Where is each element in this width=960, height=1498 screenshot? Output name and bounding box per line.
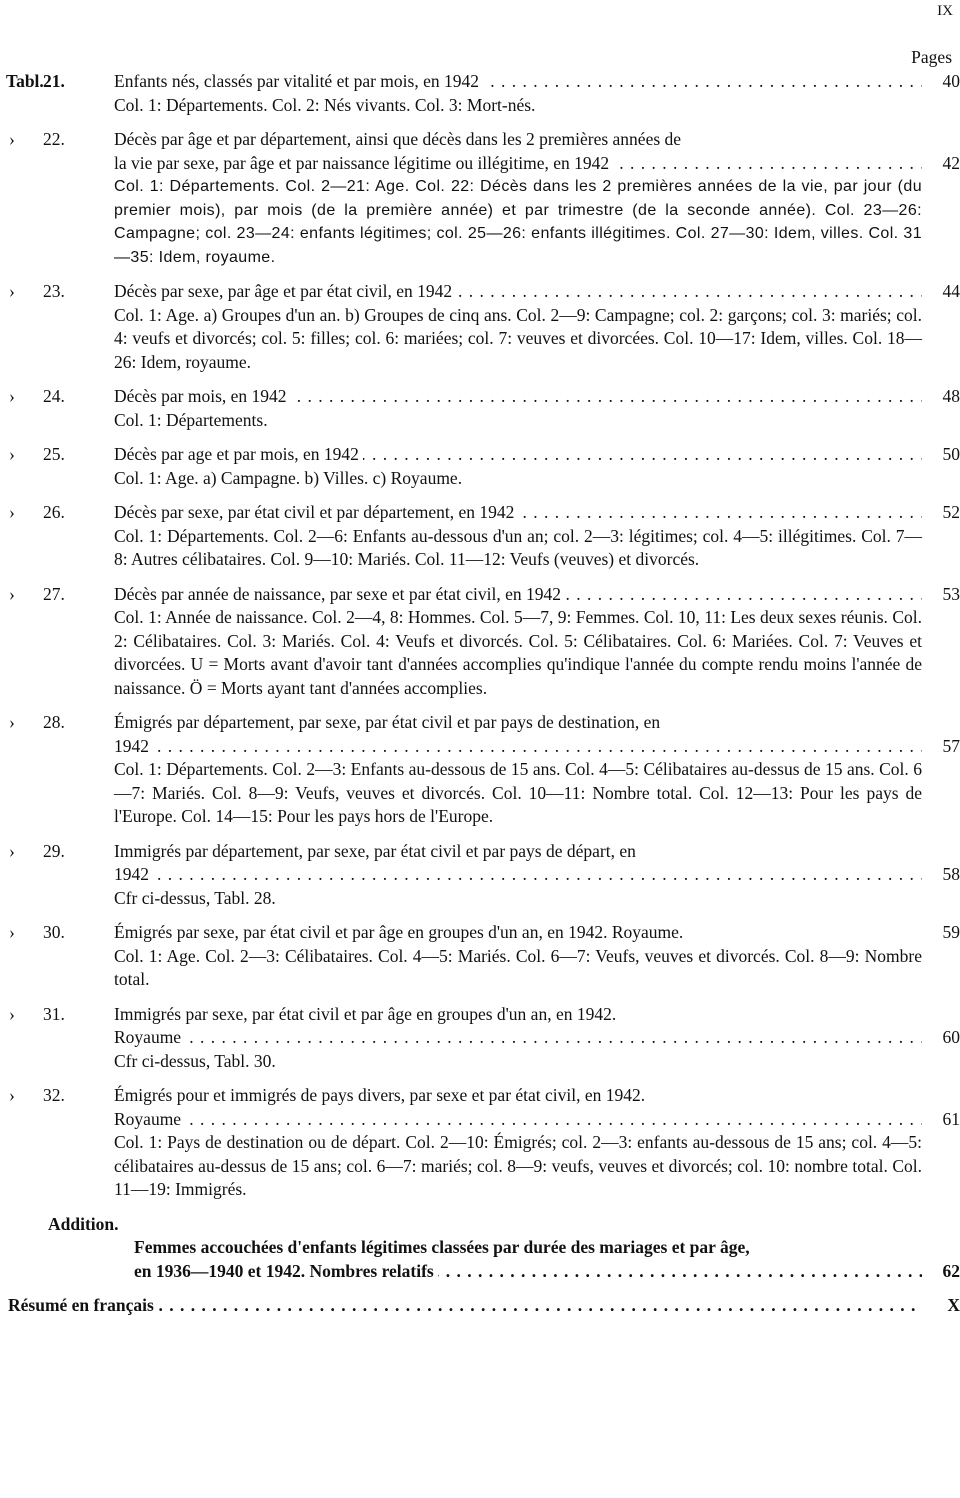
toc-entry bbox=[0, 128, 960, 269]
resume-entry bbox=[0, 1294, 960, 1318]
entry-page: 48 bbox=[942, 386, 960, 406]
entry-label bbox=[0, 583, 112, 607]
entry-number: 29. bbox=[43, 840, 65, 861]
toc-entry bbox=[0, 1084, 960, 1202]
ditto-mark: › bbox=[9, 1003, 15, 1024]
toc-entry bbox=[0, 70, 960, 117]
toc-entry bbox=[0, 1003, 960, 1074]
entry-title-head: Immigrés par département, par sexe, par état civil et par pays de départ, en bbox=[114, 840, 636, 861]
page-number: IX bbox=[937, 3, 953, 19]
entry-columns: Col. 1: Départements. Col. 2: Nés vivants. Col. 3: Mort-nés. bbox=[114, 94, 536, 115]
entry-columns: Col. 1: Départements. Col. 2—3: Enfants au-dessous de 15 ans. Col. 4—5: Célibataires au-dessus de 15 ans. Col. 6—7: Mariés. Col. 8—9: Veufs, veuves et divorcés. Col. 10—11: Nombre total. Col. 12—13: Pour les pays de l'Europe. Col. 14—15: Pour les pays hors de l'Europe. bbox=[114, 759, 922, 826]
entry-label bbox=[0, 711, 112, 735]
entry-number: 21. bbox=[43, 71, 65, 91]
addition-entry bbox=[0, 1236, 960, 1283]
toc-entry bbox=[0, 711, 960, 829]
addition-title: en 1936—1940 et 1942. Nombres relatifs . . . bbox=[134, 1260, 922, 1284]
entry-page: 44 bbox=[942, 281, 960, 301]
entry-title: la vie par sexe, par âge et par naissance légitime ou illégitime, en 1942 . . . bbox=[114, 152, 922, 176]
entry-title: 1942 . . . bbox=[114, 735, 922, 759]
entry-columns: Col. 1: Départements. Col. 2—6: Enfants au-dessous d'un an; col. 2—3: légitimes; col. 4—5: illégitimes. Col. 7—8: Autres célibataires. Col. 9—10: Mariés. Col. 11—12: Veufs (veuves) et divorcés. bbox=[114, 525, 922, 569]
entry-title-head: Immigrés par sexe, par état civil et par âge en groupes d'un an, en 1942. bbox=[114, 1003, 617, 1024]
addition-title-head: Femmes accouchées d'enfants légitimes classées par durée des mariages et par âge, bbox=[134, 1237, 750, 1257]
entry-label bbox=[0, 128, 112, 152]
toc-entry bbox=[0, 280, 960, 374]
entry-label bbox=[0, 1084, 112, 1108]
pages-column-header: Pages bbox=[911, 47, 952, 67]
entry-number: 30. bbox=[43, 922, 65, 942]
ditto-mark: › bbox=[9, 281, 15, 301]
entry-title: Royaume . . . bbox=[114, 1026, 922, 1050]
entry-number: 27. bbox=[43, 583, 65, 604]
entry-page: 60 bbox=[942, 1027, 960, 1047]
entry-columns: Col. 1: Départements. Col. 2—21: Age. Col. 22: Décès dans les 2 premières années de la vie, par jour (du premier mois), par mois (de la première année) et par trimestre (de la seconde année). Col. 23—26: Campagne; col. 23—24: enfants légitimes; col. 25—26: enfants illégitimes. Col. 27—30: Idem, villes. Col. 31—35: Idem, royaume. bbox=[114, 178, 922, 266]
entry-title: Enfants nés, classés par vitalité et par mois, en 1942 . . . bbox=[114, 70, 922, 94]
entry-columns: Col. 1: Année de naissance. Col. 2—4, 8: Hommes. Col. 5—7, 9: Femmes. Col. 10, 11: Les deux sexes réunis. Col. 2: Célibataires. Col. 3: Mariés. Col. 4: Veufs et divorcés. Col. 5: Célibataires. Col. 6: Mariées. Col. 7: Veuves et divorcées. U = Morts avant d'avoir tant d'années accomplies qu'indique l'année du compte rendu moins l'année de naissance. Ö = Morts ayant tant d'années accomplies. bbox=[114, 607, 922, 698]
entry-title: Décès par sexe, par état civil et par département, en 1942 . . . bbox=[114, 501, 922, 525]
ditto-mark: › bbox=[9, 386, 15, 406]
entry-label bbox=[0, 385, 112, 409]
ditto-mark: › bbox=[9, 502, 15, 522]
ditto-mark: › bbox=[9, 583, 15, 604]
entry-columns: Cfr ci-dessus, Tabl. 28. bbox=[114, 887, 276, 908]
toc-entry bbox=[0, 501, 960, 572]
entry-number: 24. bbox=[43, 386, 65, 406]
resume-page: X bbox=[947, 1295, 960, 1315]
entry-title: 1942 . . . bbox=[114, 863, 922, 887]
tabl-prefix: Tabl. bbox=[6, 71, 44, 91]
entry-columns: Col. 1: Age. a) Groupes d'un an. b) Groupes de cinq ans. Col. 2—9: Campagne; col. 2: garçons; col. 3: mariés; col. 4: veufs et divorcés; col. 5: filles; col. 6: mariées; col. 7: veuves et divorcées. Col. 10—17: Idem, villes. Col. 18—26: Idem, royaume. bbox=[114, 304, 922, 372]
entry-title: Décès par age et par mois, en 1942 . . . bbox=[114, 443, 922, 467]
entry-label bbox=[0, 921, 112, 945]
toc-entries bbox=[0, 70, 960, 1318]
resume-title: Résumé en français . . . bbox=[8, 1294, 922, 1318]
entry-label bbox=[0, 280, 112, 304]
entry-title-head: Décès par âge et par département, ainsi que décès dans les 2 premières années de bbox=[114, 129, 682, 149]
addition-heading: Addition. bbox=[48, 1213, 119, 1234]
entry-number: 22. bbox=[43, 129, 65, 149]
entry-page: 40 bbox=[942, 71, 960, 91]
toc-entry bbox=[0, 840, 960, 911]
toc-entry bbox=[0, 385, 960, 432]
entry-label bbox=[0, 443, 112, 467]
entry-page: 57 bbox=[942, 735, 960, 756]
entry-label bbox=[0, 70, 112, 94]
entry-page: 61 bbox=[942, 1108, 960, 1129]
entry-title: Décès par sexe, par âge et par état civil, en 1942 . . . bbox=[114, 280, 922, 304]
toc-entry bbox=[0, 443, 960, 490]
entry-title: Royaume . . . bbox=[114, 1108, 922, 1132]
ditto-mark: › bbox=[9, 712, 15, 732]
entry-number: 31. bbox=[43, 1003, 65, 1024]
entry-number: 23. bbox=[43, 281, 65, 301]
entry-page: 53 bbox=[942, 583, 960, 604]
ditto-mark: › bbox=[9, 840, 15, 861]
ditto-mark: › bbox=[9, 1085, 15, 1105]
entry-page: 50 bbox=[942, 444, 960, 464]
entry-columns: Col. 1: Départements. bbox=[114, 409, 268, 430]
entry-number: 26. bbox=[43, 502, 65, 522]
entry-title: Décès par mois, en 1942 . . . bbox=[114, 385, 922, 409]
addition-page: 62 bbox=[942, 1260, 960, 1281]
entry-number: 28. bbox=[43, 712, 65, 732]
toc-entry bbox=[0, 921, 960, 992]
ditto-mark: › bbox=[9, 922, 15, 942]
entry-label bbox=[0, 501, 112, 525]
entry-columns: Cfr ci-dessus, Tabl. 30. bbox=[114, 1050, 276, 1071]
entry-number: 32. bbox=[43, 1085, 65, 1105]
entry-page: 59 bbox=[942, 922, 960, 942]
entry-page: 58 bbox=[942, 864, 960, 884]
entry-columns: Col. 1: Age. a) Campagne. b) Villes. c) Royaume. bbox=[114, 467, 463, 488]
entry-title: Décès par année de naissance, par sexe et par état civil, en 1942 . . . bbox=[114, 583, 922, 607]
entry-label bbox=[0, 1003, 112, 1027]
entry-label bbox=[0, 840, 112, 864]
entry-title-head: Émigrés par département, par sexe, par état civil et par pays de destination, en bbox=[114, 712, 661, 732]
entry-page: 42 bbox=[942, 152, 960, 173]
toc-entry bbox=[0, 583, 960, 701]
entry-title-head: Émigrés pour et immigrés de pays divers, par sexe et par état civil, en 1942. bbox=[114, 1085, 646, 1105]
entry-page: 52 bbox=[942, 502, 960, 522]
entry-columns: Col. 1: Age. Col. 2—3: Célibataires. Col. 4—5: Mariés. Col. 6—7: Veufs, veuves et divorcés. Col. 8—9: Nombre total. bbox=[114, 945, 922, 989]
entry-columns: Col. 1: Pays de destination ou de départ. Col. 2—10: Émigrés; col. 2—3: enfants au-dessous de 15 ans; col. 4—5: célibataires au-dessus de 15 ans; col. 6—7: mariés; col. 8—9: veufs, veuves et divorcés; col. 10: nombre total. Col. 11—19: Immigrés. bbox=[114, 1132, 922, 1199]
entry-number: 25. bbox=[43, 444, 65, 464]
entry-title: Émigrés par sexe, par état civil et par âge en groupes d'un an, en 1942. Royaume. bbox=[114, 922, 684, 942]
ditto-mark: › bbox=[9, 444, 15, 464]
ditto-mark: › bbox=[9, 129, 15, 149]
